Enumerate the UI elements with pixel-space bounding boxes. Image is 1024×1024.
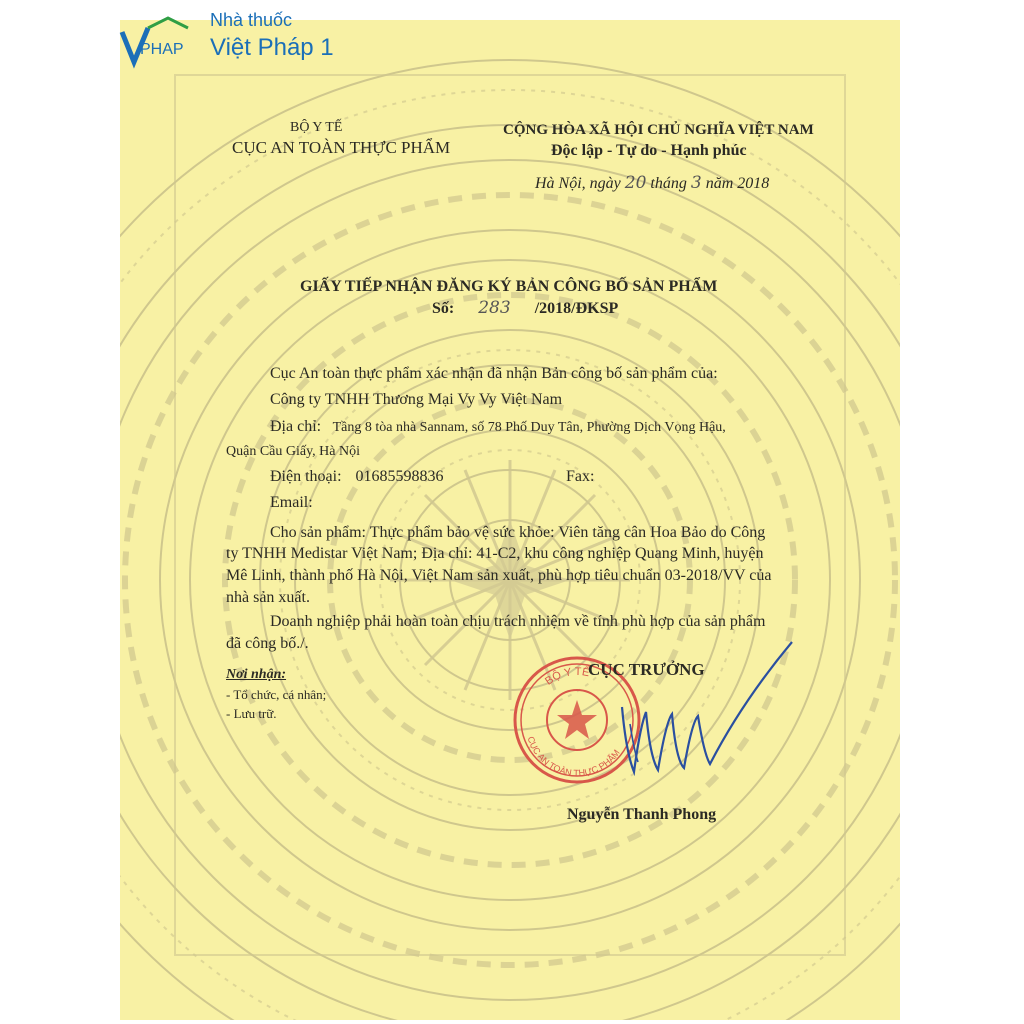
product-line-1: Cho sản phẩm: Thực phẩm bảo vệ sức khỏe: Viên tăng cân Hoa Bảo do Công: [270, 524, 766, 541]
phone-value: 01685598836: [355, 468, 444, 485]
phone-line: [270, 468, 444, 486]
watermark-brand-text: Việt Pháp 1: [210, 34, 334, 61]
agency-name: CỤC AN TOÀN THỰC PHẨM: [232, 138, 451, 157]
national-motto: Độc lập - Tự do - Hạnh phúc: [551, 142, 747, 159]
product-line-4: nhà sản xuất.: [226, 589, 310, 606]
address-value-1: Tầng 8 tòa nhà Sannam, số 78 Phố Duy Tân, Phường Dịch Vọng Hậu,: [332, 420, 726, 435]
address-line-2: Quận Cầu Giấy, Hà Nội: [226, 444, 361, 459]
fax-label: Fax:: [566, 468, 595, 485]
number-value: 283: [478, 298, 511, 318]
vphap-logo-icon: [118, 14, 210, 70]
bronze-drum-pattern: [120, 20, 900, 1020]
svg-text:CỤC AN TOÀN THỰC PHẨM: [526, 735, 622, 778]
stamp-bottom-text: CỤC AN TOÀN THỰC PHẨM: [525, 735, 622, 779]
document-number: [432, 298, 618, 318]
date-year: năm 2018: [705, 175, 770, 192]
intro-text: Cục An toàn thực phẩm xác nhận đã nhận Bản công bố sản phẩm của:: [270, 365, 718, 382]
number-label: Số:: [432, 300, 455, 317]
responsibility-line-2: đã công bố./.: [226, 635, 309, 652]
svg-text:BỘ Y TẾ: [543, 665, 590, 687]
certificate-paper: [120, 20, 900, 1020]
address-line-1: [270, 418, 726, 436]
watermark-top-text: Nhà thuốc: [210, 10, 293, 30]
stamp-top-text: BỘ Y TẾ: [543, 665, 591, 688]
recipient-item: - Lưu trữ.: [226, 706, 277, 721]
svg-text:PHAP: PHAP: [140, 41, 184, 58]
issue-date: [535, 173, 769, 193]
date-month-label: tháng: [650, 175, 687, 192]
ministry-name: BỘ Y TẾ: [290, 120, 343, 135]
signer-title: CỤC TRƯỞNG: [588, 660, 705, 679]
date-day: 20: [624, 173, 647, 193]
phone-label: Điện thoại:: [270, 468, 342, 485]
address-label: Địa chỉ:: [270, 418, 322, 435]
document-title: GIẤY TIẾP NHẬN ĐĂNG KÝ BẢN CÔNG BỐ SẢN PHẨM: [300, 278, 718, 295]
number-suffix: /2018/ĐKSP: [534, 300, 619, 317]
date-month: 3: [690, 173, 702, 193]
product-line-3: Mê Linh, thành phố Hà Nội, Việt Nam sản xuất, phù hợp tiêu chuẩn 03-2018/VV của: [226, 567, 772, 584]
signer-name: Nguyễn Thanh Phong: [567, 806, 717, 823]
company-name: Công ty TNHH Thương Mại Vy Vy Việt Nam: [270, 391, 563, 408]
email-label: Email:: [270, 494, 313, 511]
date-prefix: Hà Nội, ngày: [535, 175, 621, 192]
pharmacy-watermark-logo: [118, 8, 358, 72]
handwritten-signature: [612, 632, 802, 782]
recipients-label: Nơi nhận:: [226, 667, 287, 682]
product-line-2: ty TNHH Medistar Việt Nam; Địa chỉ: 41-C2, khu công nghiệp Quang Minh, huyện: [226, 545, 764, 562]
republic-name: CỘNG HÒA XÃ HỘI CHỦ NGHĨA VIỆT NAM: [503, 122, 814, 138]
responsibility-line-1: Doanh nghiệp phải hoàn toàn chịu trách nhiệm về tính phù hợp của sản phẩm: [270, 613, 766, 630]
recipient-item: - Tổ chức, cá nhân;: [226, 687, 327, 702]
